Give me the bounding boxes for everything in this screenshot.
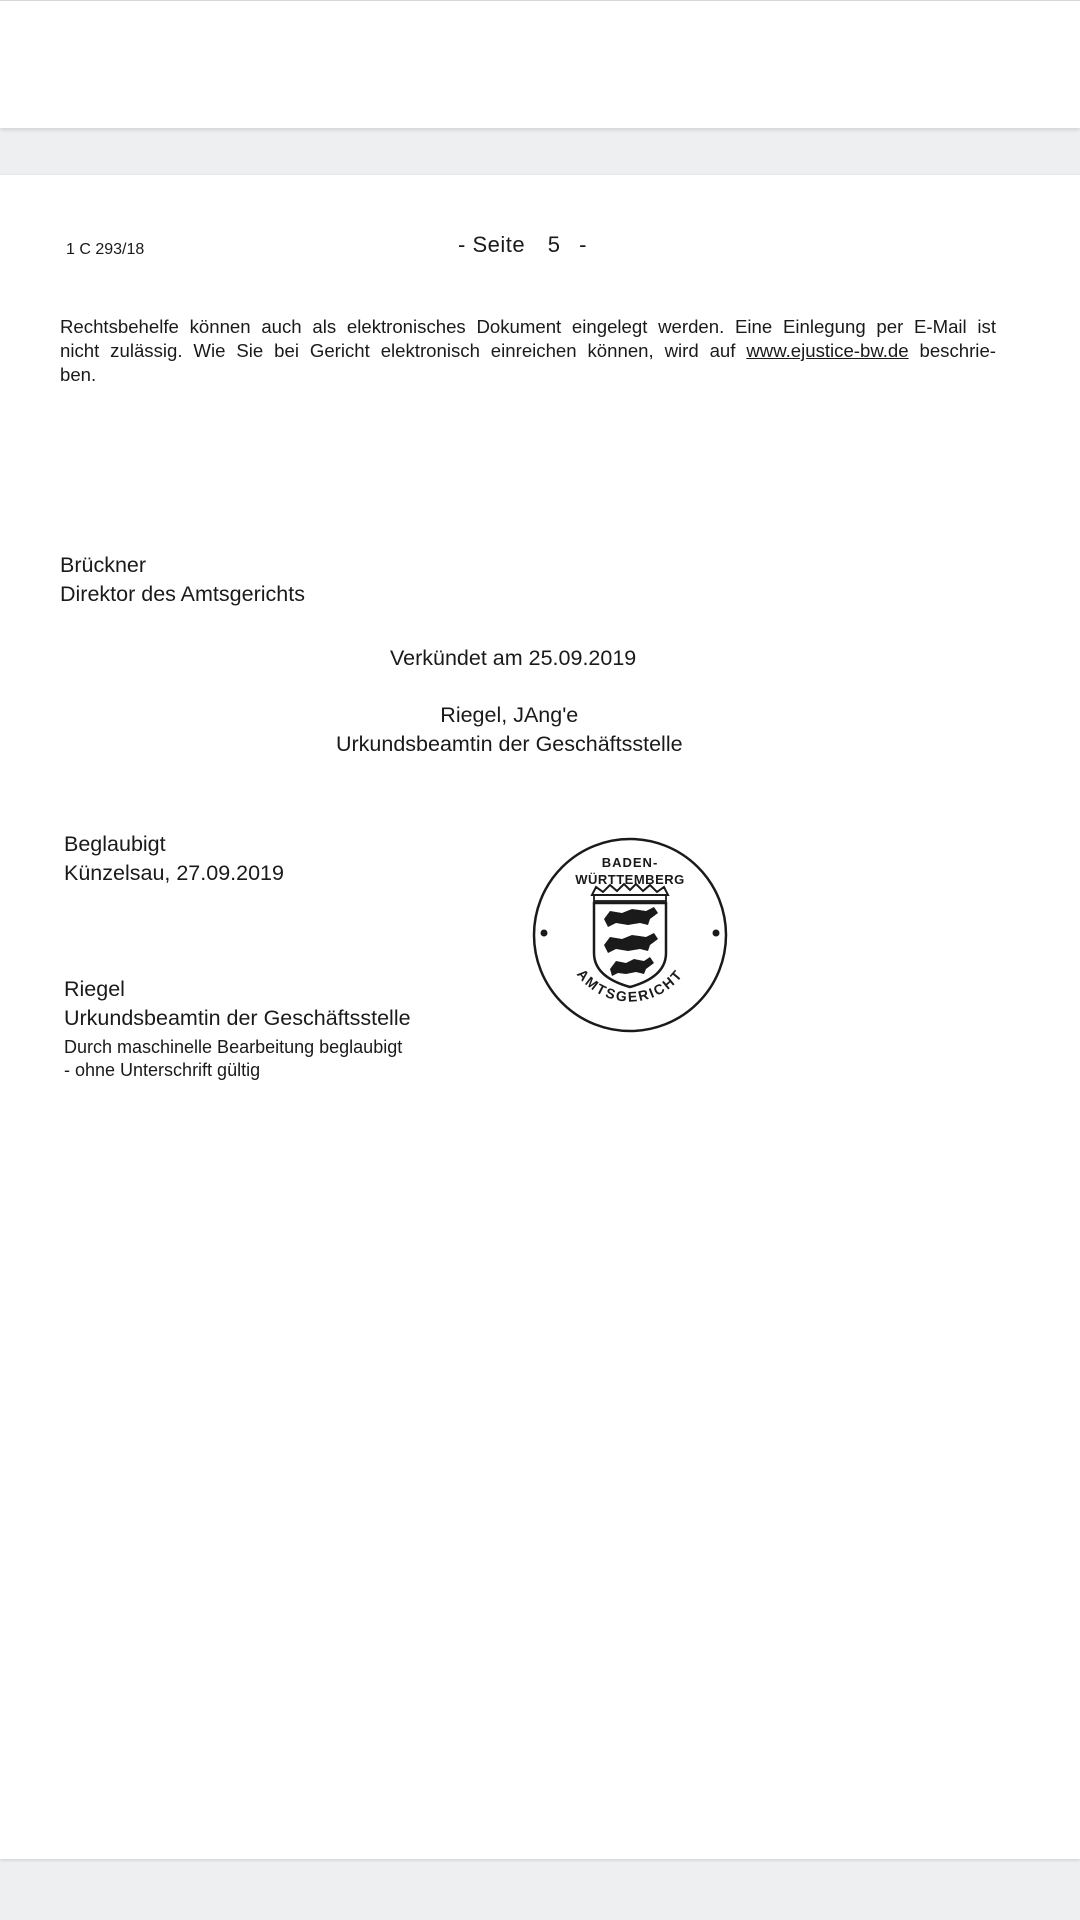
certification-place-date: Künzelsau, 27.09.2019 [64,861,284,885]
document-page [0,175,1080,1859]
next-page-gap [0,1864,1080,1920]
clerk-announcement-title: Urkundsbeamtin der Geschäftsstelle [336,732,683,756]
machine-note-line-1: Durch maschinelle Bearbeitung beglaubigt [64,1037,403,1057]
paragraph-line-1: Rechtsbehelfe können auch als elektronisches Dokument eingelegt werden. Eine Einlegung per E-Mail ist [60,316,996,337]
paragraph-line-3: ben. [60,364,97,385]
paragraph-line-2-start: nicht zulässig. Wie Sie bei Gericht elektronisch einreichen können, wird auf [60,340,736,361]
judge-name: Brückner [60,553,147,577]
page-number: 5 [547,232,561,257]
judge-signature-block [60,551,305,609]
seal-dot-right [713,930,720,937]
page-suffix: - [579,232,587,257]
case-number: 1 C 293/18 [66,241,145,258]
seal-bottom-text: AMTSGERICHT [573,965,686,1005]
clerk-name: Riegel [64,977,125,1001]
certification-label: Beglaubigt [64,832,166,856]
certification-block [64,830,284,888]
clerk-announcement-name: Riegel, JAng'e [440,703,579,727]
legal-remedy-paragraph [60,315,996,387]
coat-of-arms-icon [592,884,668,987]
court-seal-icon [530,835,730,1035]
paragraph-line-2 [60,339,996,363]
page-number-header [458,232,587,258]
machine-note-line-2: - ohne Unterschrift gültig [64,1060,261,1080]
seal-top-line-1: BADEN- [601,855,659,870]
ejustice-link[interactable]: www.ejustice-bw.de [746,340,909,361]
clerk-announcement-block [336,701,683,759]
clerk-signature-block [64,975,411,1033]
announcement-date: Verkündet am 25.09.2019 [390,646,637,670]
seal-top-line-2: WÜRTTEMBERG [575,872,685,887]
paragraph-line-2-end: beschrie- [919,340,996,361]
previous-page [0,0,1080,128]
clerk-title: Urkundsbeamtin der Geschäftsstelle [64,1006,411,1030]
seal-dot-left [541,930,548,937]
judge-title: Direktor des Amtsgerichts [60,582,305,606]
machine-certification-note [64,1036,402,1082]
page-prefix: - Seite [458,232,526,257]
